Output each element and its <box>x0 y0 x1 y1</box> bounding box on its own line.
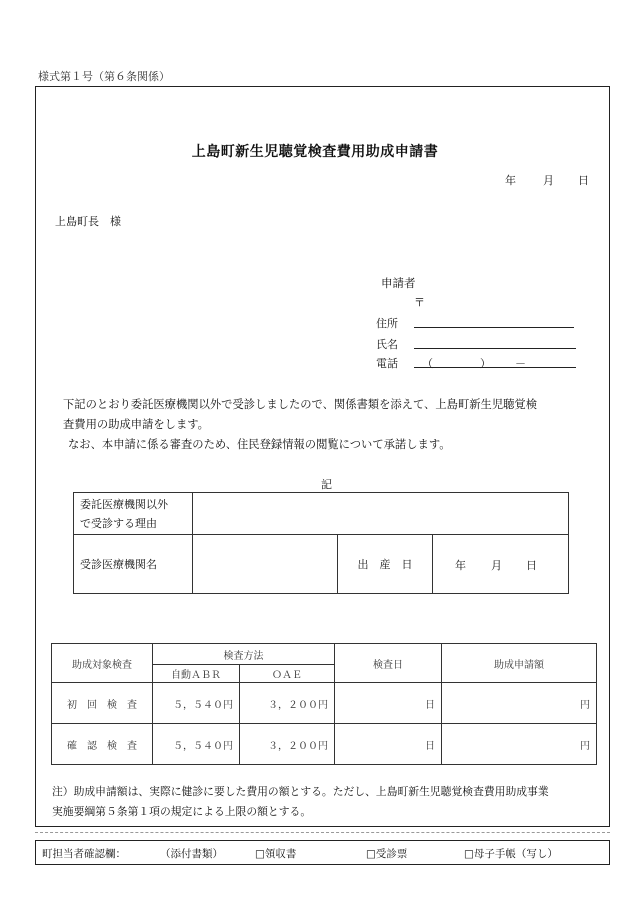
birth-date-field[interactable] <box>433 535 569 594</box>
name-label: 氏名 <box>376 338 398 351</box>
body-line-1: 下記のとおり委託医療機関以外で受診しましたので、関係書類を添えて、上島町新生児聴覚検 <box>63 398 538 411</box>
confirm-label: 町担当者確認欄： <box>42 848 126 860</box>
row-amount[interactable]: 円 <box>442 724 597 765</box>
name-field[interactable] <box>414 348 576 349</box>
row-abr: ５，５４０円 <box>153 724 240 765</box>
table-row <box>52 724 597 765</box>
ki-heading: 記 <box>321 478 332 491</box>
table-row <box>52 683 597 724</box>
row-oae: ３，２００円 <box>240 724 335 765</box>
phone-label: 電話 <box>376 357 398 370</box>
phone-open-paren: （ <box>422 357 433 370</box>
birth-day: 日 <box>526 559 537 572</box>
birth-month: 月 <box>491 559 502 572</box>
header-method: 検査方法 <box>153 644 335 665</box>
reason-field[interactable] <box>193 493 569 535</box>
body-line-2: 査費用の助成申請をします。 <box>63 418 209 431</box>
row-label: 確 認 検 査 <box>52 724 153 765</box>
postal-mark: 〒 <box>414 296 425 309</box>
birth-year: 年 <box>455 559 466 572</box>
body-line-3: なお、本申請に係る審査のため、住民登録情報の閲覧について承諾します。 <box>68 438 451 451</box>
date-month[interactable]: 月 <box>543 174 554 187</box>
exam-ticket-checkbox[interactable]: □受診票 <box>366 848 408 860</box>
reason-label <box>74 493 193 535</box>
reason-label-line-1: 委託医療機関以外 <box>80 497 168 511</box>
row-oae: ３，２００円 <box>240 683 335 724</box>
attached-label: （添付書類） <box>160 848 223 860</box>
date-day[interactable]: 日 <box>578 174 589 187</box>
phone-dash: － <box>515 357 526 370</box>
date-year[interactable]: 年 <box>505 174 516 187</box>
addressee: 上島町長 様 <box>55 215 121 228</box>
divider <box>35 832 610 833</box>
row-label: 初 回 検 査 <box>52 683 153 724</box>
subsidy-table <box>51 643 597 765</box>
address-label: 住所 <box>376 317 398 330</box>
clinic-field[interactable] <box>193 535 338 594</box>
reason-label-line-2: で受診する理由 <box>80 516 157 530</box>
note-line-2: 実施要綱第５条第１項の規定による上限の額とする。 <box>52 805 312 818</box>
note-line-1: 注）助成申請額は、実際に健診に要した費用の額とする。ただし、上島町新生児聴覚検査費用助成事業 <box>52 785 549 798</box>
clinic-label: 受診医療機関名 <box>74 535 193 594</box>
row-amount[interactable]: 円 <box>442 683 597 724</box>
handbook-checkbox[interactable]: □母子手帳（写し） <box>464 848 558 860</box>
row-date[interactable]: 日 <box>335 683 442 724</box>
header-abr: 自動ＡＢＲ <box>153 665 240 683</box>
staff-confirm-box <box>35 840 610 865</box>
application-table <box>73 492 569 594</box>
phone-field[interactable] <box>414 367 576 368</box>
header-date: 検査日 <box>335 644 442 683</box>
row-abr: ５，５４０円 <box>153 683 240 724</box>
header-amount: 助成申請額 <box>442 644 597 683</box>
row-date[interactable]: 日 <box>335 724 442 765</box>
phone-close-paren: ） <box>480 357 491 370</box>
receipt-checkbox[interactable]: □領収書 <box>255 848 297 860</box>
header-oae: ＯＡＥ <box>240 665 335 683</box>
applicant-heading: 申請者 <box>381 276 416 290</box>
header-target: 助成対象検査 <box>52 644 153 683</box>
form-number: 様式第１号（第６条関係） <box>38 70 170 83</box>
birth-label: 出 産 日 <box>338 535 433 594</box>
page-title: 上島町新生児聴覚検査費用助成申請書 <box>191 144 439 160</box>
address-field[interactable] <box>414 327 574 328</box>
